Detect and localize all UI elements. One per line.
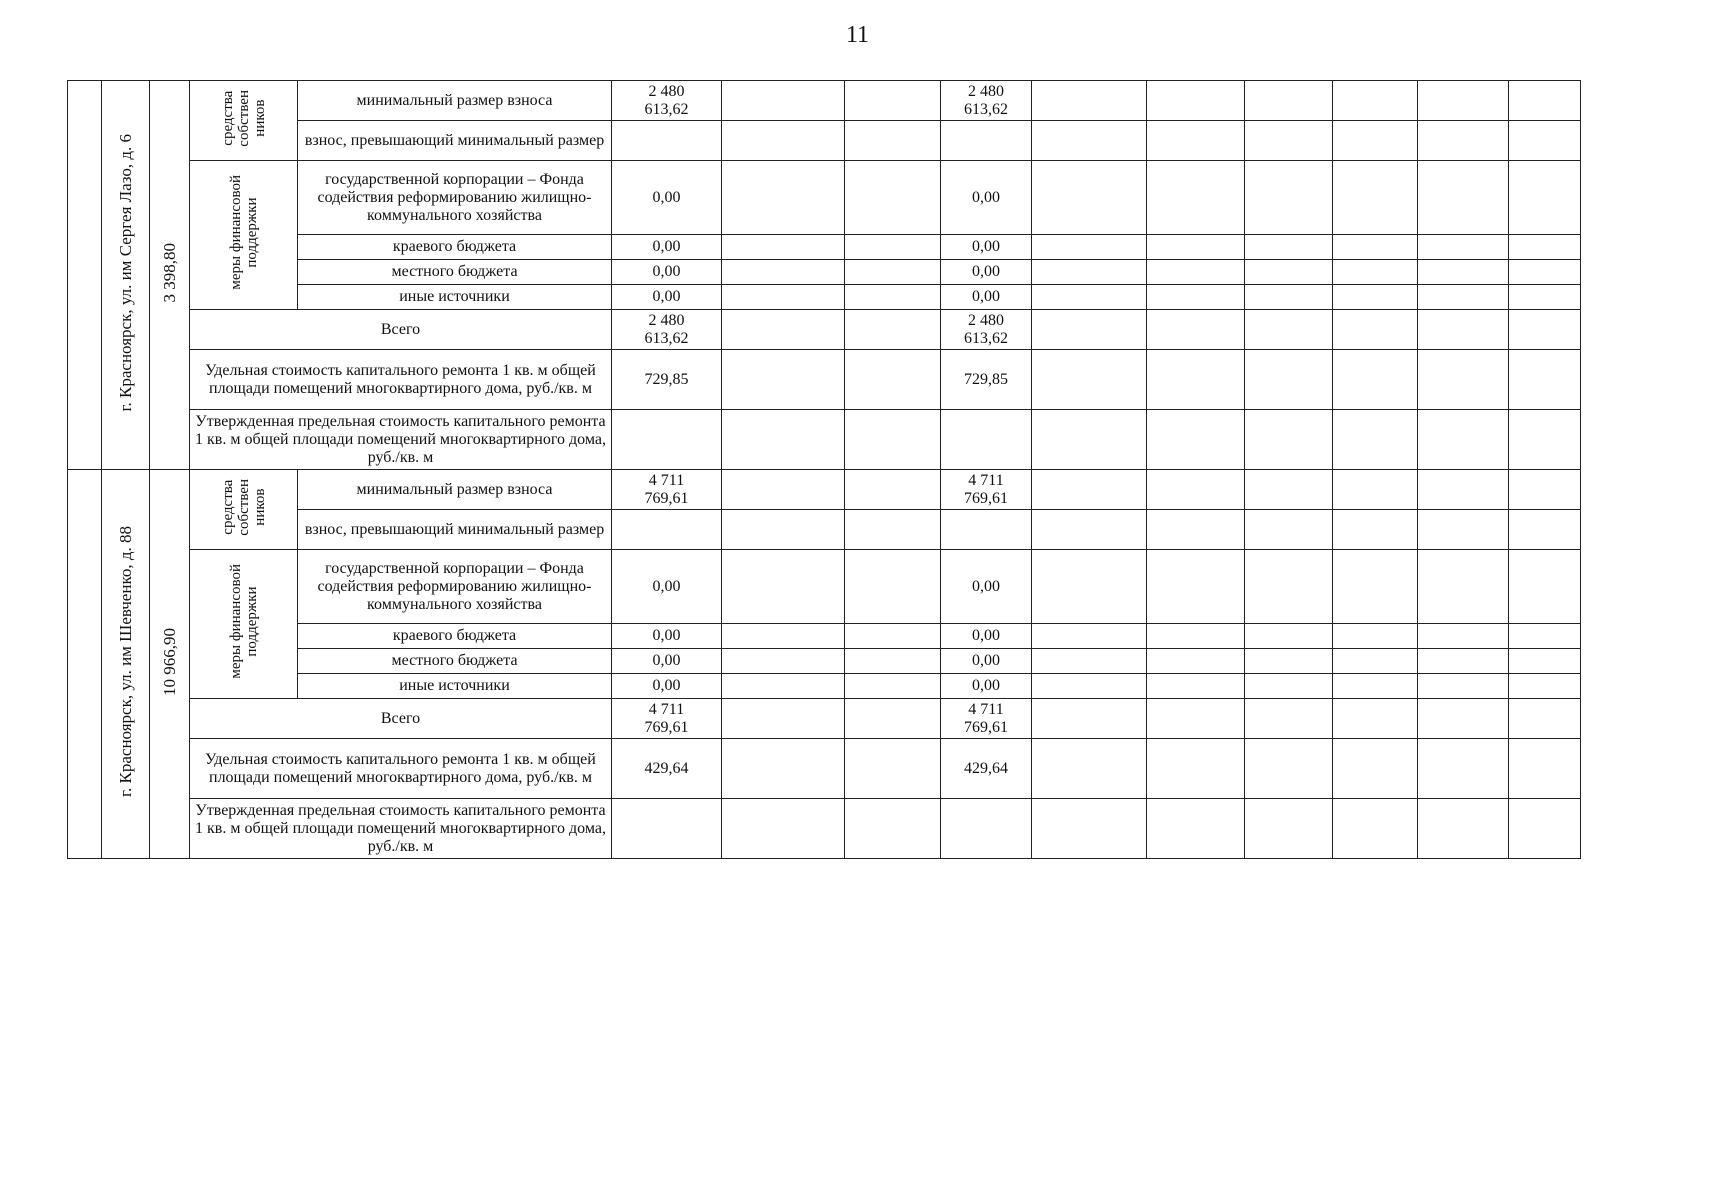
- value-cell: 0,00: [941, 674, 1032, 699]
- area-cell: [150, 81, 190, 470]
- row-number-cell: [68, 81, 102, 470]
- owners-funds-cell: [190, 81, 298, 161]
- row-number-cell: [68, 470, 102, 859]
- value-cell: 4 711 769,61: [612, 699, 722, 739]
- table-row: [68, 550, 1581, 624]
- value-cell: 0,00: [612, 260, 722, 285]
- row-label: Утвержденная предельная стоимость капитального ремонта 1 кв. м общей площади помещений многоквартирного дома, руб./кв. м: [190, 410, 612, 470]
- value-cell: 729,85: [612, 350, 722, 410]
- value-cell: 429,64: [941, 739, 1032, 799]
- address-cell: [102, 81, 150, 470]
- address-text: г. Красноярск, ул. им Шевченко, д. 88: [116, 525, 135, 798]
- row-label: Удельная стоимость капитального ремонта 1 кв. м общей площади помещений многоквартирного дома, руб./кв. м: [190, 739, 612, 799]
- table-row: [68, 410, 1581, 470]
- row-label: местного бюджета: [298, 649, 612, 674]
- row-label: Всего: [190, 310, 612, 350]
- financial-support-cell: [190, 161, 298, 310]
- address-cell: [102, 470, 150, 859]
- row-label: государственной корпорации – Фонда содействия реформированию жилищно-коммунального хозяйства: [298, 161, 612, 235]
- value-cell: 0,00: [941, 624, 1032, 649]
- row-label: взнос, превышающий минимальный размер: [298, 121, 612, 161]
- value-cell: 0,00: [612, 235, 722, 260]
- address-text: г. Красноярск, ул. им Сергея Лазо, д. 6: [116, 133, 135, 412]
- row-label: взнос, превышающий минимальный размер: [298, 510, 612, 550]
- value-cell: [941, 121, 1032, 161]
- value-cell: [941, 510, 1032, 550]
- row-label: иные источники: [298, 674, 612, 699]
- value-cell: 2 480 613,62: [612, 81, 722, 121]
- value-cell: 0,00: [941, 285, 1032, 310]
- value-cell: [612, 799, 722, 859]
- value-cell: 4 711 769,61: [612, 470, 722, 510]
- row-label: минимальный размер взноса: [298, 81, 612, 121]
- value-cell: 429,64: [612, 739, 722, 799]
- row-label: Удельная стоимость капитального ремонта 1 кв. м общей площади помещений многоквартирного дома, руб./кв. м: [190, 350, 612, 410]
- table-row: [68, 699, 1581, 739]
- value-cell: 0,00: [941, 161, 1032, 235]
- table-row: [68, 739, 1581, 799]
- value-cell: 0,00: [941, 260, 1032, 285]
- table-row: [68, 161, 1581, 235]
- value-cell: [941, 799, 1032, 859]
- value-cell: 0,00: [612, 624, 722, 649]
- financial-support-label: меры финансовой поддержки: [227, 564, 260, 679]
- row-label: краевого бюджета: [298, 235, 612, 260]
- row-label: местного бюджета: [298, 260, 612, 285]
- value-cell: 0,00: [612, 550, 722, 624]
- value-cell: 0,00: [941, 550, 1032, 624]
- area-text: 3 398,80: [160, 242, 179, 303]
- financial-support-cell: [190, 550, 298, 699]
- area-cell: [150, 470, 190, 859]
- capital-repair-table: [67, 80, 1581, 859]
- value-cell: 4 711 769,61: [941, 699, 1032, 739]
- table-row: [68, 81, 1581, 121]
- table-row: [68, 799, 1581, 859]
- value-cell: [612, 410, 722, 470]
- row-label: государственной корпорации – Фонда содействия реформированию жилищно-коммунального хозяйства: [298, 550, 612, 624]
- page-number: 11: [845, 22, 870, 48]
- area-text: 10 966,90: [160, 627, 179, 696]
- value-cell: [612, 510, 722, 550]
- value-cell: 2 480 613,62: [612, 310, 722, 350]
- row-label: Всего: [190, 699, 612, 739]
- value-cell: 4 711 769,61: [941, 470, 1032, 510]
- row-label: краевого бюджета: [298, 624, 612, 649]
- owners-funds-label: средства собствен ников: [219, 478, 268, 536]
- value-cell: [941, 410, 1032, 470]
- financial-support-label: меры финансовой поддержки: [227, 175, 260, 290]
- value-cell: 0,00: [612, 649, 722, 674]
- value-cell: 2 480 613,62: [941, 81, 1032, 121]
- value-cell: 0,00: [941, 649, 1032, 674]
- table-row: [68, 350, 1581, 410]
- value-cell: 729,85: [941, 350, 1032, 410]
- value-cell: 0,00: [612, 161, 722, 235]
- row-label: Утвержденная предельная стоимость капитального ремонта 1 кв. м общей площади помещений многоквартирного дома, руб./кв. м: [190, 799, 612, 859]
- value-cell: [612, 121, 722, 161]
- value-cell: 0,00: [612, 285, 722, 310]
- owners-funds-cell: [190, 470, 298, 550]
- value-cell: 2 480 613,62: [941, 310, 1032, 350]
- table-row: [68, 310, 1581, 350]
- row-label: иные источники: [298, 285, 612, 310]
- table-row: [68, 470, 1581, 510]
- row-label: минимальный размер взноса: [298, 470, 612, 510]
- value-cell: 0,00: [941, 235, 1032, 260]
- value-cell: 0,00: [612, 674, 722, 699]
- owners-funds-label: средства собствен ников: [219, 89, 268, 147]
